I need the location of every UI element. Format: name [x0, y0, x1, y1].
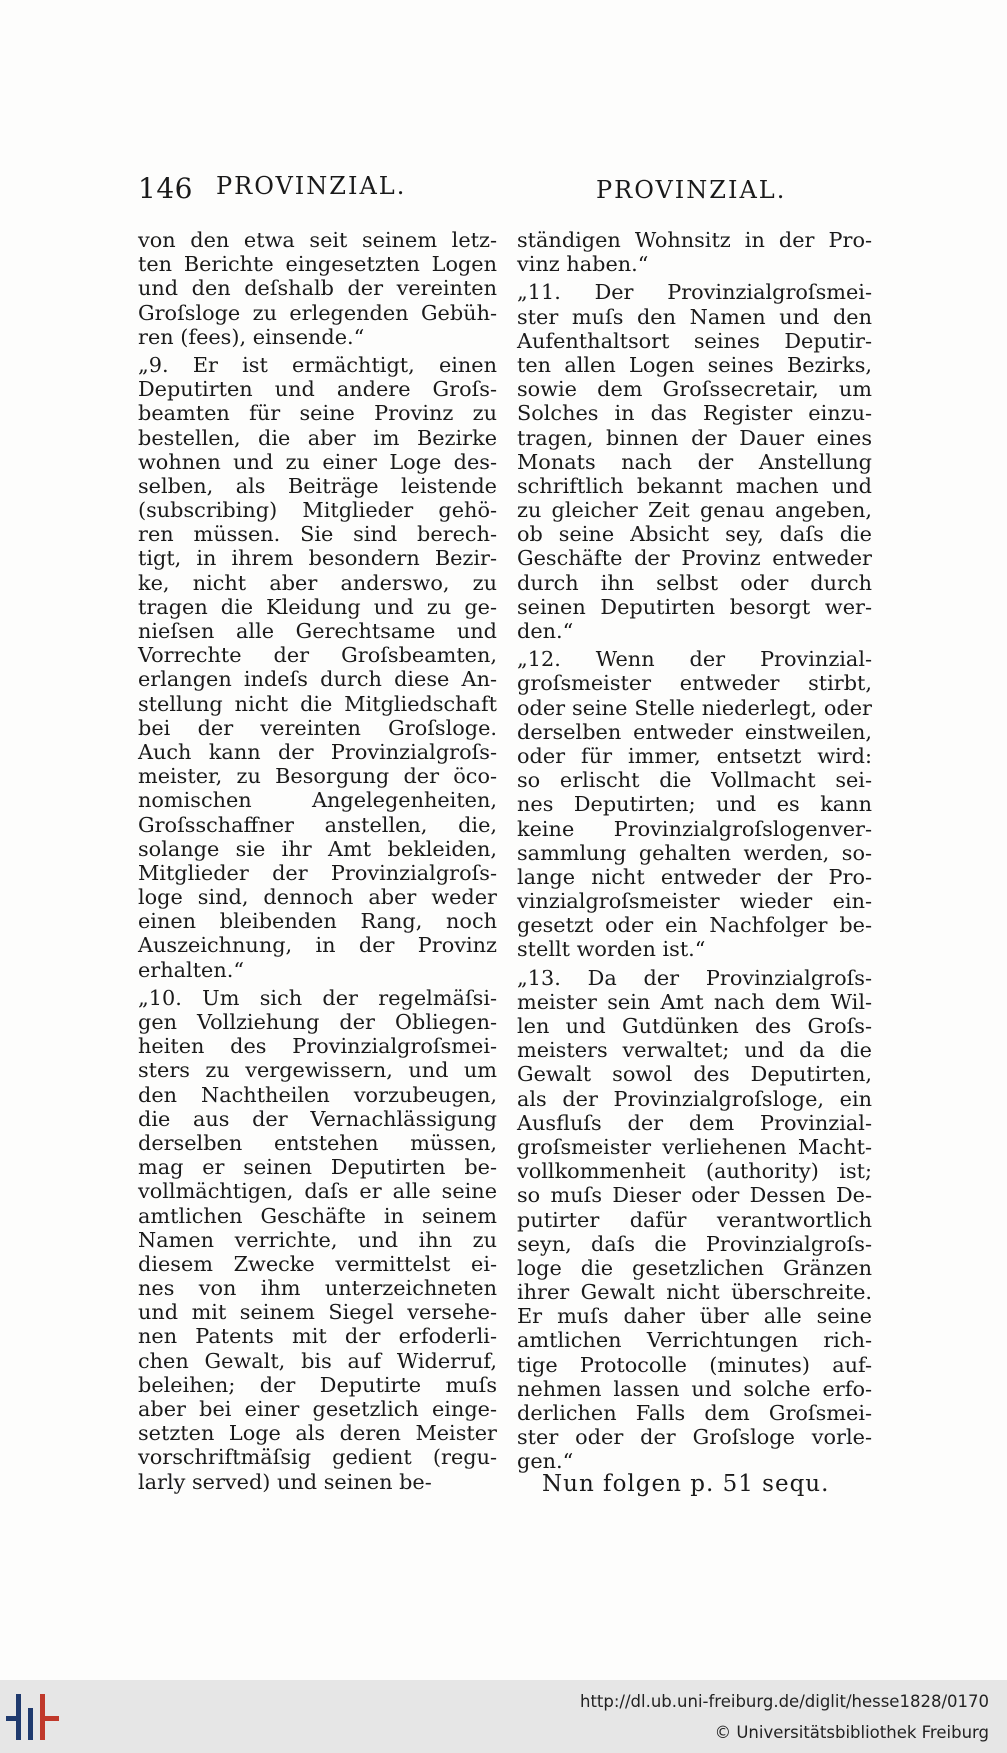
text-line: ster oder der Groſsloge vorle- — [517, 1425, 872, 1450]
text-line: zu gleicher Zeit genau angeben, — [517, 498, 872, 523]
text-line: bestellen, die aber im Bezirke — [138, 425, 497, 450]
text-line: ke, nicht aber anderswo, zu — [138, 570, 497, 595]
text-line: (subscribing) Mitglieder gehö- — [138, 498, 497, 523]
text-line: derselben entstehen müssen, — [138, 1130, 497, 1155]
text-line: Auch kann der Provinzialgroſs- — [138, 739, 497, 764]
text-line: amtlichen Verrichtungen rich- — [517, 1328, 872, 1353]
text-line: gen.“ — [517, 1449, 574, 1474]
text-line: amtlichen Geschäfte in seinem — [138, 1203, 497, 1228]
text-line: von den etwa seit seinem letz- — [138, 228, 497, 252]
text-line: vinz haben.“ — [517, 252, 649, 277]
text-line: nes von ihm unterzeichneten — [138, 1276, 497, 1301]
text-line: Auszeichnung, in der Provinz — [138, 933, 497, 958]
text-line: selben, als Beiträge leistende — [138, 473, 497, 498]
text-line: wohnen und zu einer Loge des- — [138, 449, 497, 474]
text-line: „9. Er ist ermächtigt, einen — [138, 352, 497, 377]
text-line: ten allen Logen seines Bezirks, — [517, 352, 872, 377]
text-line: seinen Deputirten besorgt wer- — [517, 594, 872, 619]
text-line: ren müssen. Sie sind berech- — [138, 522, 497, 547]
text-line: „12. Wenn der Provinzial- — [517, 647, 872, 672]
text-line: groſsmeister entweder stirbt, — [517, 671, 872, 696]
text-line: groſsmeister verliehenen Macht- — [517, 1134, 872, 1159]
text-line: nieſsen alle Gerechtsame und — [138, 619, 497, 643]
right-text-column — [517, 228, 872, 1474]
text-line: als der Provinzialgroſsloge, ein — [517, 1086, 872, 1111]
text-line: Gewalt sowol des Deputirten, — [517, 1062, 872, 1087]
text-line: nehmen lassen und solche erfo- — [517, 1376, 872, 1401]
text-line: oder seine Stelle niederlegt, oder — [517, 695, 872, 720]
text-line: chen Gewalt, bis auf Widerruf, — [138, 1348, 497, 1373]
text-line: derlichen Falls dem Groſsmei- — [517, 1401, 872, 1425]
running-head-right: PROVINZIAL. — [596, 176, 787, 204]
text-line: mag er seinen Deputirten be- — [138, 1155, 497, 1180]
text-line: Groſsloge zu erlegenden Gebüh- — [138, 300, 497, 325]
text-line: bei der vereinten Groſsloge. — [138, 715, 497, 740]
text-line: ständigen Wohnsitz in der Pro- — [517, 228, 872, 252]
text-line: loge die gesetzlichen Gränzen — [517, 1255, 872, 1280]
text-line: „10. Um sich der regelmäſsi- — [138, 985, 497, 1010]
left-text-column — [138, 228, 497, 1494]
text-line: tragen die Kleidung und zu ge- — [138, 594, 497, 619]
text-line: erhalten.“ — [138, 957, 244, 982]
text-line: Aufenthaltsort seines Deputir- — [517, 328, 872, 353]
text-line: Geschäfte der Provinz entweder — [517, 546, 872, 571]
text-line: larly served) und seinen be- — [138, 1469, 432, 1494]
closing-note: Nun folgen p. 51 sequ. — [542, 1471, 830, 1497]
page-number: 146 — [138, 172, 193, 205]
text-line: diesem Zwecke vermittelst ei- — [138, 1251, 497, 1276]
text-line: beamten für seine Provinz zu — [138, 401, 497, 426]
text-line: und mit seinem Siegel versehe- — [138, 1300, 497, 1325]
text-line: solange sie ihr Amt bekleiden, — [138, 836, 497, 861]
text-line: den.“ — [517, 619, 574, 643]
text-line: die aus der Vernachlässigung — [138, 1106, 497, 1131]
text-line: oder für immer, entsetzt wird: — [517, 743, 872, 768]
text-line: derselben entweder einstweilen, — [517, 719, 872, 744]
text-line: loge sind, dennoch aber weder — [138, 885, 497, 910]
text-line: erlangen indeſs durch diese An- — [138, 667, 497, 692]
text-line: ten Berichte eingesetzten Logen — [138, 252, 497, 277]
text-line: keine Provinzialgroſslogenver- — [517, 816, 872, 841]
text-line: lange nicht entweder der Pro- — [517, 864, 872, 889]
text-line: Er muſs daher über alle seine — [517, 1304, 872, 1329]
text-line: nomischen Angelegenheiten, — [138, 788, 497, 813]
text-line: stellt worden ist.“ — [517, 937, 706, 962]
text-line: vollkommenheit (authority) ist; — [517, 1159, 872, 1184]
text-line: Ausfluſs der dem Provinzial- — [517, 1110, 872, 1135]
text-line: aber bei einer gesetzlich einge- — [138, 1397, 497, 1421]
text-line: tragen, binnen der Dauer eines — [517, 425, 872, 450]
source-url-link[interactable]: http://dl.ub.uni-freiburg.de/diglit/hesse1828/0170 — [580, 1692, 989, 1711]
text-line: Groſsschaffner anstellen, die, — [138, 812, 497, 837]
text-line: Deputirten und andere Groſs- — [138, 377, 497, 402]
text-line: len und Gutdünken des Groſs- — [517, 1014, 872, 1038]
text-line: sowie dem Groſssecretair, um — [517, 377, 872, 402]
text-line: gesetzt oder ein Nachfolger be- — [517, 913, 872, 938]
text-line: einen bleibenden Rang, noch — [138, 909, 497, 934]
text-line: sters zu vergewissern, und um — [138, 1058, 497, 1083]
text-line: nes Deputirten; und es kann — [517, 792, 872, 817]
text-line: vinzialgroſsmeister wieder ein- — [517, 889, 872, 914]
text-line: Solches in das Register einzu- — [517, 401, 872, 426]
ub-freiburg-logo-icon[interactable] — [6, 1690, 64, 1744]
text-line: gen Vollziehung der Obliegen- — [138, 1010, 497, 1034]
text-line: vorschriftmäſsig gedient (regu- — [138, 1445, 497, 1470]
text-line: vollmächtigen, daſs er alle seine — [138, 1179, 497, 1204]
text-line: seyn, daſs die Provinzialgroſs- — [517, 1231, 872, 1256]
text-line: ren (fees), einsende.“ — [138, 324, 365, 349]
text-line: schriftlich bekannt machen und — [517, 473, 872, 498]
text-line: so erlischt die Vollmacht sei- — [517, 768, 872, 793]
text-line: setzten Loge als deren Meister — [138, 1421, 497, 1446]
text-line: Monats nach der Anstellung — [517, 449, 872, 474]
text-line: putirter dafür verantwortlich — [517, 1207, 872, 1232]
text-line: „13. Da der Provinzialgroſs- — [517, 965, 872, 990]
text-line: ster muſs den Namen und den — [517, 304, 872, 329]
text-line: „11. Der Provinzialgroſsmei- — [517, 280, 872, 305]
running-head-left: PROVINZIAL. — [216, 172, 407, 200]
text-line: tige Protocolle (minutes) auf- — [517, 1352, 872, 1377]
text-line: beleihen; der Deputirte muſs — [138, 1372, 497, 1397]
page-header — [138, 172, 838, 212]
text-line: so muſs Dieser oder Dessen De- — [517, 1183, 872, 1208]
text-line: meister, zu Besorgung der öco- — [138, 764, 497, 789]
copyright-notice: © Universitätsbibliothek Freiburg — [714, 1723, 989, 1742]
text-line: durch ihn selbst oder durch — [517, 570, 872, 595]
text-line: ihrer Gewalt nicht überschreite. — [517, 1280, 872, 1305]
text-line: und den deſshalb der vereinten — [138, 276, 497, 301]
text-line: den Nachtheilen vorzubeugen, — [138, 1082, 497, 1107]
text-line: meister sein Amt nach dem Wil- — [517, 989, 872, 1014]
text-line: meisters verwaltet; und da die — [517, 1038, 872, 1063]
text-line: Namen verrichte, und ihn zu — [138, 1227, 497, 1252]
text-line: Vorrechte der Groſsbeamten, — [138, 643, 497, 668]
text-line: ob seine Absicht sey, daſs die — [517, 522, 872, 547]
text-line: sammlung gehalten werden, so- — [517, 840, 872, 865]
text-line: Mitglieder der Provinzialgroſs- — [138, 860, 497, 885]
text-line: heiten des Provinzialgroſsmei- — [138, 1034, 497, 1059]
text-line: tigt, in ihrem besondern Bezir- — [138, 546, 497, 571]
viewer-footer — [0, 1680, 1007, 1753]
text-line: stellung nicht die Mitgliedschaft — [138, 691, 497, 716]
text-line: nen Patents mit der erfoderli- — [138, 1324, 497, 1349]
